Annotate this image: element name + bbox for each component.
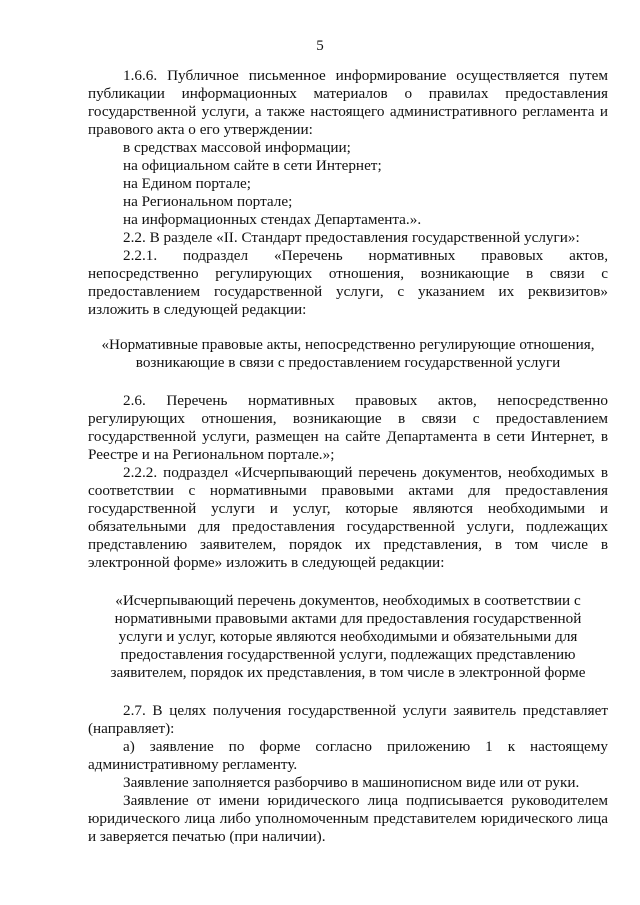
heading-line: предоставления государственной услуги, подлежащих представлению: [120, 646, 576, 663]
list-item: на официальном сайте в сети Интернет;: [123, 157, 382, 174]
document-body: [88, 67, 608, 846]
paragraph-2-2-2: 2.2.2. подраздел «Исчерпывающий перечень документов, необходимых в соответствии с нормативными правовыми актами для предоставления государственной услуги и услуг, которые являются необходимыми и обязательными для предоставления государственной услуги, подлежащих представлению заявителем, порядок их представления, в том числе в электронной форме» изложить в следующей редакции:: [88, 464, 608, 571]
section-heading-normative-acts: [88, 336, 608, 372]
section-heading-documents-list: [88, 592, 608, 682]
heading-line: услуги и услуг, которые являются необходимыми и обязательными для: [118, 628, 578, 645]
list-item: в средствах массовой информации;: [123, 139, 351, 156]
paragraph-2-7: 2.7. В целях получения государственной услуги заявитель представляет (направляет):: [88, 702, 608, 737]
page-number: 5: [316, 38, 324, 54]
list-item: на Региональном портале;: [123, 193, 293, 210]
heading-line: заявителем, порядок их представления, в том числе в электронной форме: [110, 664, 586, 681]
paragraph-legal-entity: Заявление от имени юридического лица подписывается руководителем юридического лица либо уполномоченным представителем юридического лица и заверяется печатью (при наличии).: [88, 792, 608, 845]
heading-line: «Исчерпывающий перечень документов, необходимых в соответствии с: [115, 592, 581, 609]
list-item: на информационных стендах Департамента.».: [123, 211, 422, 228]
heading-line: «Нормативные правовые акты, непосредственно регулирующие отношения,: [101, 336, 595, 353]
heading-line: нормативными правовыми актами для предоставления государственной: [114, 610, 582, 627]
paragraph-2-2-1: 2.2.1. подраздел «Перечень нормативных правовых актов, непосредственно регулирующих отношения, возникающие в связи с предоставлением государственной услуги, с указанием их реквизитов» изложить в следующей редакции:: [88, 247, 608, 318]
paragraph-1-6-6: 1.6.6. Публичное письменное информирование осуществляется путем публикации информационных материалов о правилах предоставления государственной услуги, а также настоящего административного регламента и правового акта о его утверждении:: [88, 67, 608, 138]
paragraph-2-6: 2.6. Перечень нормативных правовых актов, непосредственно регулирующих отношения, возникающие в связи с предоставлением государственной услуги, размещен на сайте Департамента в сети Интернет, в Реестре и на Региональном портале.»;: [88, 392, 608, 463]
paragraph-2-2: 2.2. В разделе «II. Стандарт предоставления государственной услуги»:: [123, 229, 580, 246]
paragraph-2-7-a: а) заявление по форме согласно приложению 1 к настоящему административному регламенту.: [88, 738, 608, 773]
heading-line: возникающие в связи с предоставлением государственной услуги: [135, 354, 561, 371]
list-item: на Едином портале;: [123, 175, 251, 192]
paragraph-filled: Заявление заполняется разборчиво в машинописном виде или от руки.: [123, 774, 580, 791]
